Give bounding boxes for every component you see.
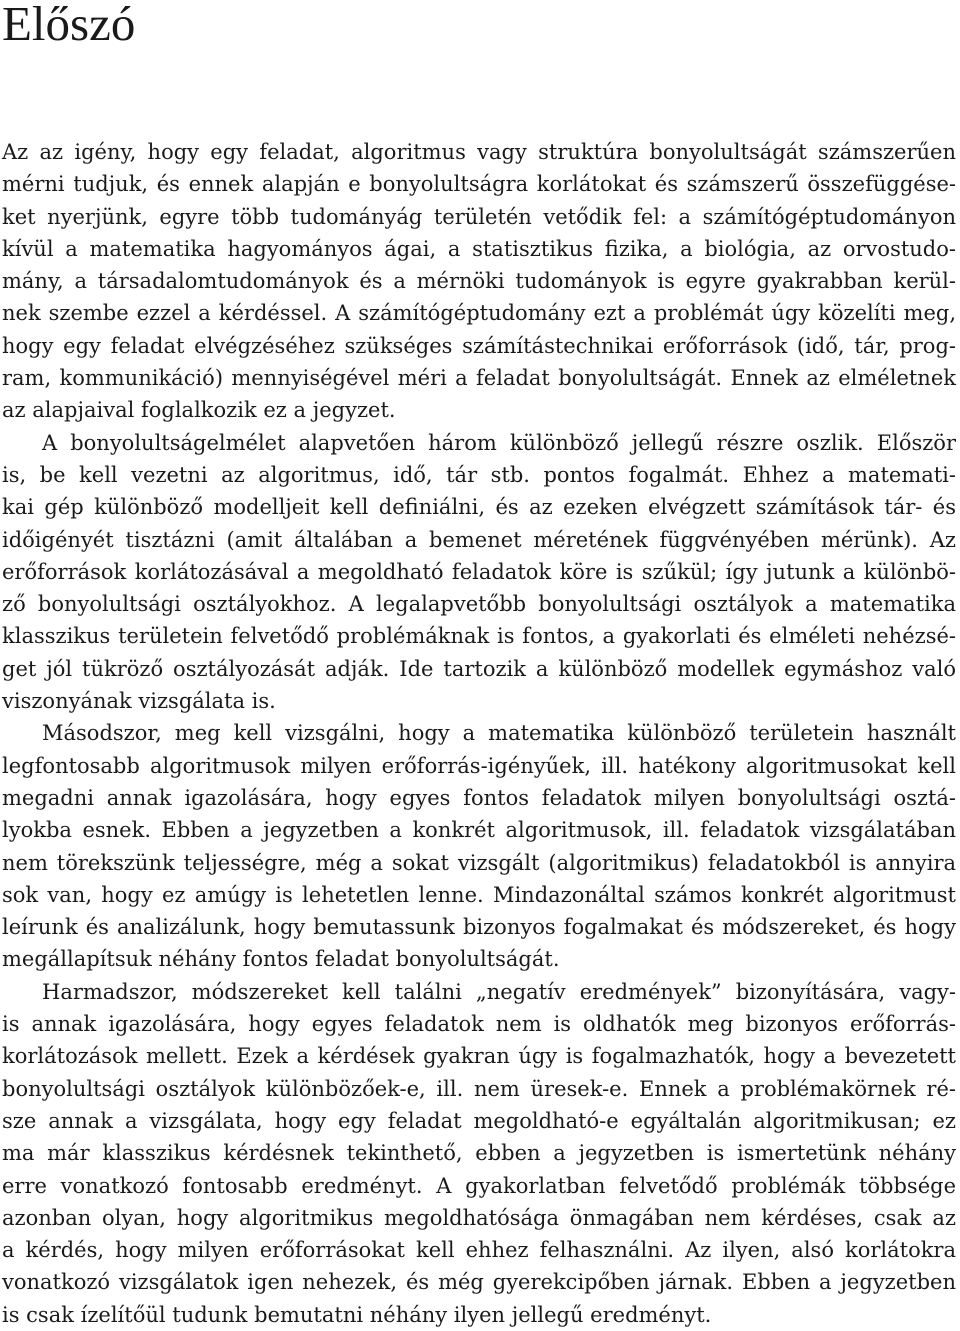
page-title: Előszó bbox=[2, 0, 136, 51]
text-line: vonatkozó vizsgálatok igen nehezek, és még gyerekcipőben járnak. Ebben a jegyzetben bbox=[2, 1270, 956, 1295]
text-line: azonban olyan, hogy algoritmikus megoldhatósága önmagában nem kérdéses, csak az bbox=[2, 1205, 956, 1230]
text-line: megadni annak igazolására, hogy egyes fontos feladatok milyen bonyolultsági osztá- bbox=[2, 785, 956, 810]
text-line: viszonyának vizsgálata is. bbox=[2, 689, 276, 714]
text-line: korlátozások mellett. Ezek a kérdések gyakran úgy is fogalmazhatók, hogy a bevezetett bbox=[2, 1044, 956, 1069]
paragraph bbox=[2, 427, 956, 718]
text-line: lyokba esnek. Ebben a jegyzetben a konkrét algoritmusok, ill. feladatok vizsgálatában bbox=[2, 818, 956, 843]
text-line: az alapjaival foglalkozik ez a jegyzet. bbox=[2, 398, 396, 423]
body-text bbox=[2, 136, 956, 1331]
paragraph bbox=[2, 717, 956, 975]
text-line: get jól tükröző osztályozását adják. Ide tartozik a különböző modellek egymáshoz való bbox=[2, 656, 956, 681]
text-line: ma már klasszikus kérdésnek tekinthető, ebben a jegyzetben is ismertetünk néhány bbox=[2, 1141, 956, 1166]
text-line: Harmadszor, módszereket kell találni „negatív eredmények” bizonyítására, vagy- bbox=[42, 979, 956, 1004]
text-line: hogy egy feladat elvégzéséhez szükséges számítástechnikai erőforrások (idő, tár, prog- bbox=[2, 333, 956, 358]
text-line: is annak igazolására, hogy egyes feladatok nem is oldhatók meg bizonyos erőforrás- bbox=[2, 1012, 956, 1037]
paragraph bbox=[2, 136, 956, 427]
text-line: is csak ízelítőül tudunk bemutatni néhány ilyen jellegű eredményt. bbox=[2, 1302, 712, 1327]
text-line: Másodszor, meg kell vizsgálni, hogy a matematika különböző területein használt bbox=[42, 721, 956, 746]
text-line: mérni tudjuk, és ennek alapján e bonyolultságra korlátokat és számszerű összefüggése- bbox=[2, 172, 956, 197]
text-line: A bonyolultságelmélet alapvetően három különböző jellegű részre oszlik. Először bbox=[42, 430, 956, 455]
text-line: ző bonyolultsági osztályokhoz. A legalapvetőbb bonyolultsági osztályok a matematika bbox=[2, 592, 956, 617]
text-line: időigényét tisztázni (amit általában a bemenet méretének függvényében mérünk). Az bbox=[2, 527, 956, 552]
text-line: kívül a matematika hagyományos ágai, a statisztikus fizika, a biológia, az orvostudo- bbox=[2, 236, 956, 261]
text-line: nek szembe ezzel a kérdéssel. A számítógéptudomány ezt a problémát úgy közelíti meg, bbox=[2, 301, 956, 326]
text-line: erre vonatkozó fontosabb eredményt. A gyakorlatban felvetődő problémák többsége bbox=[2, 1173, 956, 1198]
text-line: kai gép különböző modelljeit kell definiálni, és az ezeken elvégzett számítások tár- és bbox=[2, 495, 956, 520]
text-line: erőforrások korlátozásával a megoldható feladatok köre is szűkül; így jutunk a különbö- bbox=[2, 559, 956, 584]
text-line: Az az igény, hogy egy feladat, algoritmus vagy struktúra bonyolultságát számszerűen bbox=[2, 140, 956, 164]
text-line: megállapítsuk néhány fontos feladat bonyolultságát. bbox=[2, 947, 560, 972]
text-line: is, be kell vezetni az algoritmus, idő, tár stb. pontos fogalmát. Ehhez a matemati- bbox=[2, 462, 956, 487]
text-line: sok van, hogy ez amúgy is lehetetlen lenne. Mindazonáltal számos konkrét algoritmust bbox=[2, 882, 956, 907]
paragraph bbox=[2, 976, 956, 1331]
text-line: bonyolultsági osztályok különbözőek-e, ill. nem üresek-e. Ennek a problémakörnek ré- bbox=[2, 1076, 956, 1101]
text-line: ram, kommunikáció) mennyiségével méri a feladat bonyolultságát. Ennek az elméletnek bbox=[2, 366, 956, 391]
text-line: nem törekszünk teljességre, még a sokat vizsgált (algoritmikus) feladatokból is annyira bbox=[2, 850, 956, 875]
text-line: sze annak a vizsgálata, hogy egy feladat megoldható-e egyáltalán algoritmikusan; ez bbox=[2, 1108, 956, 1133]
text-line: leírunk és analizálunk, hogy bemutassunk bizonyos fogalmakat és módszereket, és hogy bbox=[2, 915, 956, 940]
text-line: klasszikus területein felvetődő problémáknak is fontos, a gyakorlati és elméleti nehézsé- bbox=[2, 624, 956, 649]
text-line: ket nyerjünk, egyre több tudományág területén vetődik fel: a számítógéptudományon bbox=[2, 204, 956, 229]
text-line: mány, a társadalomtudományok és a mérnöki tudományok is egyre gyakrabban kerül- bbox=[2, 269, 956, 294]
text-line: a kérdés, hogy milyen erőforrásokat kell ehhez felhasználni. Az ilyen, alsó korlátokra bbox=[2, 1238, 956, 1263]
text-line: legfontosabb algoritmusok milyen erőforrás-igényűek, ill. hatékony algoritmusokat kell bbox=[2, 753, 956, 778]
